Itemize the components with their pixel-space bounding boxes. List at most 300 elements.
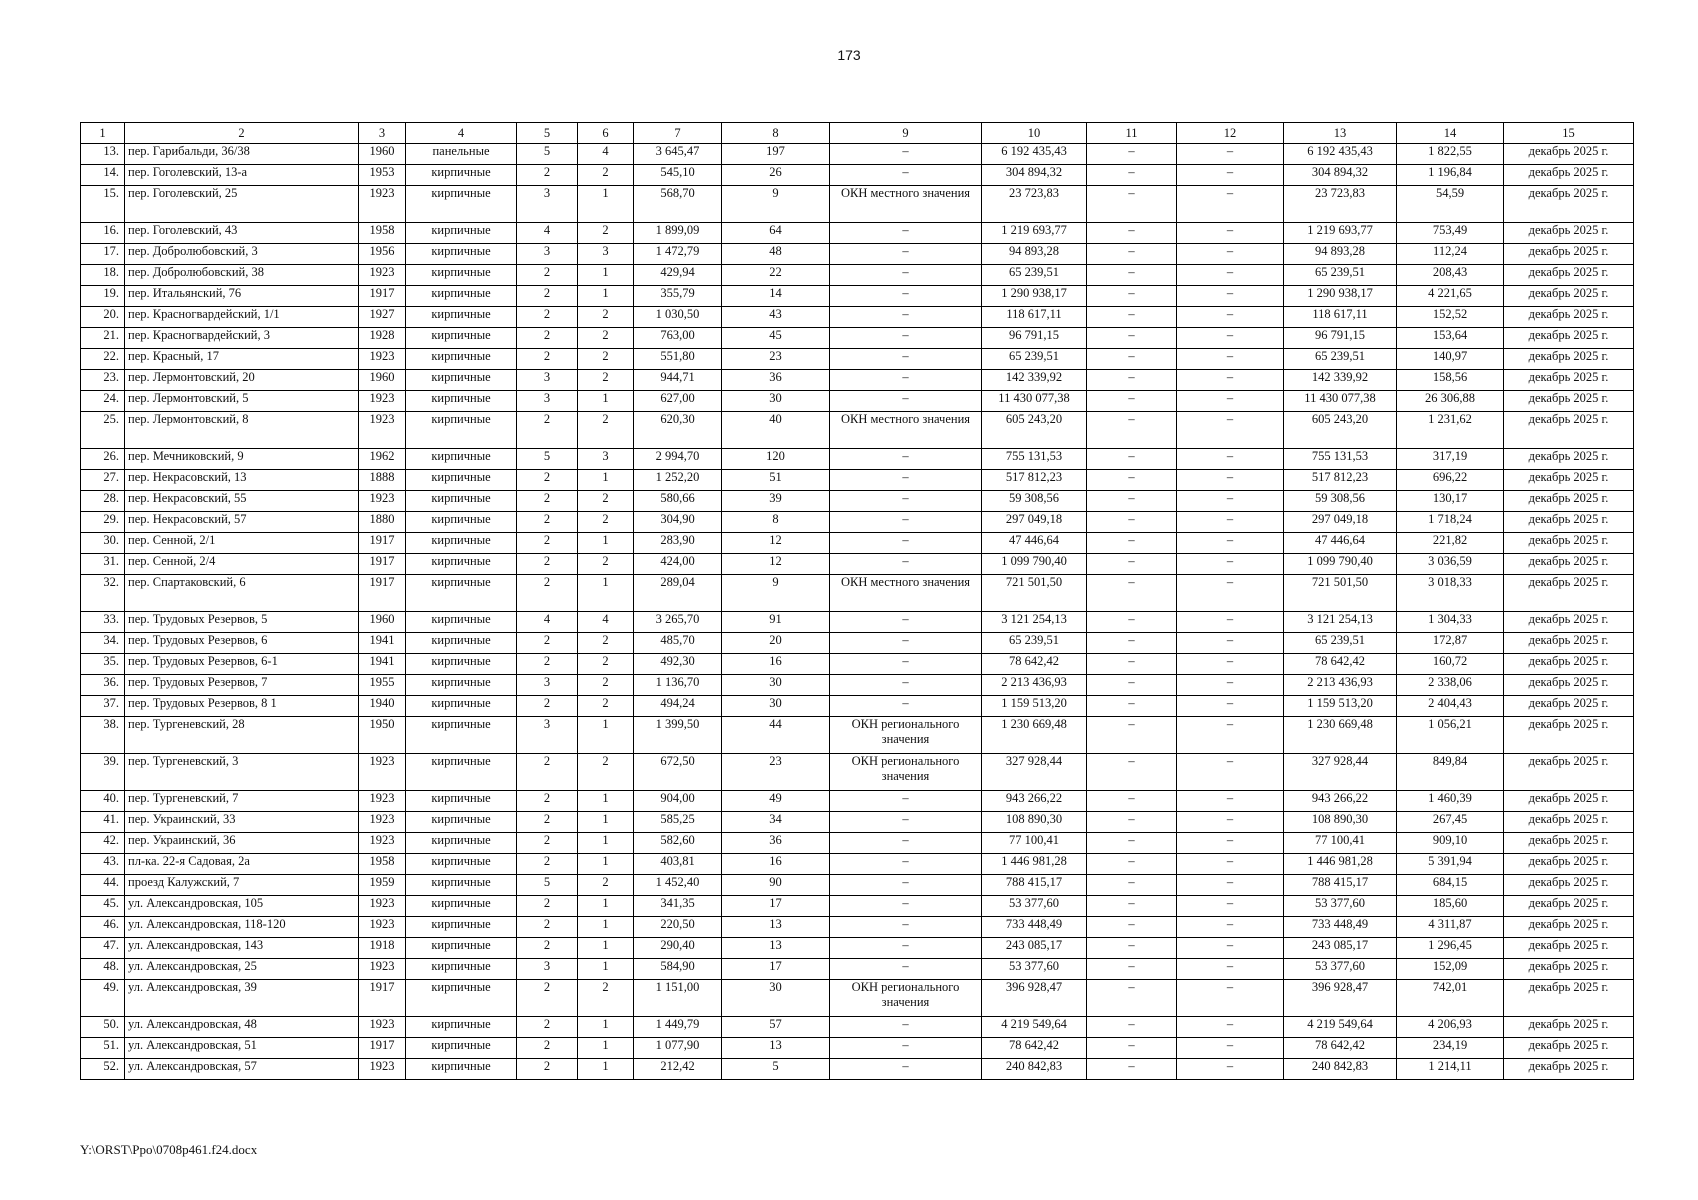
cell-heritage-status: ОКН регионального значения xyxy=(830,717,982,754)
cell-wall-material: кирпичные xyxy=(406,165,517,186)
cell-entrances: 1 xyxy=(578,833,634,854)
cell-total-cost: 1 446 981,28 xyxy=(982,854,1087,875)
cell-heritage-status: – xyxy=(830,265,982,286)
cell-residents: 36 xyxy=(722,370,830,391)
cell-heritage-status: – xyxy=(830,612,982,633)
cell-row-number: 42. xyxy=(81,833,125,854)
cell-residents: 26 xyxy=(722,165,830,186)
cell-row-number: 37. xyxy=(81,696,125,717)
cell-floors: 2 xyxy=(517,791,578,812)
table-row xyxy=(81,1059,1634,1080)
table-row xyxy=(81,1038,1634,1059)
cell-total-cost: 4 219 549,64 xyxy=(982,1017,1087,1038)
cell-col-12: – xyxy=(1177,896,1284,917)
cell-entrances: 2 xyxy=(578,554,634,575)
cell-cost-13: 65 239,51 xyxy=(1284,633,1397,654)
table-row xyxy=(81,696,1634,717)
table-row xyxy=(81,938,1634,959)
cell-heritage-status: – xyxy=(830,165,982,186)
cell-floors: 2 xyxy=(517,633,578,654)
cell-heritage-status: – xyxy=(830,1059,982,1080)
cell-total-cost: 1 099 790,40 xyxy=(982,554,1087,575)
cell-total-cost: 243 085,17 xyxy=(982,938,1087,959)
table-row xyxy=(81,575,1634,612)
cell-entrances: 1 xyxy=(578,1017,634,1038)
cell-total-cost: 733 448,49 xyxy=(982,917,1087,938)
cell-deadline: декабрь 2025 г. xyxy=(1504,244,1634,265)
cell-area: 1 449,79 xyxy=(634,1017,722,1038)
cell-col-12: – xyxy=(1177,675,1284,696)
cell-wall-material: кирпичные xyxy=(406,717,517,754)
cell-wall-material: кирпичные xyxy=(406,349,517,370)
cell-heritage-status: – xyxy=(830,391,982,412)
cell-floors: 5 xyxy=(517,144,578,165)
cell-entrances: 2 xyxy=(578,654,634,675)
cell-heritage-status: – xyxy=(830,349,982,370)
header-row xyxy=(81,123,1634,144)
cell-cost-per-unit: 753,49 xyxy=(1397,223,1504,244)
cell-heritage-status: – xyxy=(830,307,982,328)
cell-cost-per-unit: 849,84 xyxy=(1397,754,1504,791)
cell-total-cost: 77 100,41 xyxy=(982,833,1087,854)
cell-cost-13: 94 893,28 xyxy=(1284,244,1397,265)
cell-floors: 3 xyxy=(517,675,578,696)
cell-address: пер. Красный, 17 xyxy=(125,349,359,370)
cell-col-11: – xyxy=(1087,675,1177,696)
cell-heritage-status: – xyxy=(830,633,982,654)
cell-build-year: 1953 xyxy=(359,165,406,186)
cell-heritage-status: – xyxy=(830,875,982,896)
cell-cost-per-unit: 234,19 xyxy=(1397,1038,1504,1059)
cell-total-cost: 96 791,15 xyxy=(982,328,1087,349)
cell-floors: 5 xyxy=(517,875,578,896)
cell-deadline: декабрь 2025 г. xyxy=(1504,449,1634,470)
cell-build-year: 1917 xyxy=(359,554,406,575)
cell-deadline: декабрь 2025 г. xyxy=(1504,307,1634,328)
cell-cost-13: 1 219 693,77 xyxy=(1284,223,1397,244)
cell-area: 584,90 xyxy=(634,959,722,980)
cell-floors: 2 xyxy=(517,980,578,1017)
cell-address: пер. Некрасовский, 57 xyxy=(125,512,359,533)
table-row xyxy=(81,533,1634,554)
cell-wall-material: кирпичные xyxy=(406,754,517,791)
cell-col-11: – xyxy=(1087,144,1177,165)
column-header-6: 6 xyxy=(578,123,634,144)
cell-heritage-status: – xyxy=(830,370,982,391)
cell-floors: 2 xyxy=(517,1059,578,1080)
cell-wall-material: кирпичные xyxy=(406,470,517,491)
cell-col-12: – xyxy=(1177,349,1284,370)
cell-build-year: 1917 xyxy=(359,533,406,554)
table-row xyxy=(81,391,1634,412)
cell-residents: 39 xyxy=(722,491,830,512)
table-row xyxy=(81,633,1634,654)
cell-residents: 120 xyxy=(722,449,830,470)
cell-row-number: 35. xyxy=(81,654,125,675)
cell-col-12: – xyxy=(1177,307,1284,328)
cell-entrances: 1 xyxy=(578,854,634,875)
column-header-1: 1 xyxy=(81,123,125,144)
cell-wall-material: панельные xyxy=(406,144,517,165)
cell-row-number: 13. xyxy=(81,144,125,165)
cell-row-number: 21. xyxy=(81,328,125,349)
cell-build-year: 1958 xyxy=(359,854,406,875)
cell-cost-per-unit: 2 338,06 xyxy=(1397,675,1504,696)
cell-floors: 2 xyxy=(517,896,578,917)
cell-area: 672,50 xyxy=(634,754,722,791)
cell-col-11: – xyxy=(1087,370,1177,391)
table-row xyxy=(81,612,1634,633)
cell-area: 341,35 xyxy=(634,896,722,917)
cell-build-year: 1923 xyxy=(359,391,406,412)
cell-row-number: 52. xyxy=(81,1059,125,1080)
cell-cost-per-unit: 160,72 xyxy=(1397,654,1504,675)
cell-deadline: декабрь 2025 г. xyxy=(1504,554,1634,575)
cell-heritage-status: ОКН местного значения xyxy=(830,412,982,449)
cell-floors: 2 xyxy=(517,328,578,349)
cell-cost-13: 788 415,17 xyxy=(1284,875,1397,896)
cell-floors: 2 xyxy=(517,1017,578,1038)
cell-build-year: 1927 xyxy=(359,307,406,328)
cell-col-11: – xyxy=(1087,938,1177,959)
cell-col-11: – xyxy=(1087,512,1177,533)
cell-address: пл-ка. 22-я Садовая, 2а xyxy=(125,854,359,875)
cell-area: 492,30 xyxy=(634,654,722,675)
cell-floors: 5 xyxy=(517,449,578,470)
cell-address: ул. Александровская, 118-120 xyxy=(125,917,359,938)
cell-build-year: 1923 xyxy=(359,896,406,917)
cell-residents: 9 xyxy=(722,186,830,223)
cell-area: 212,42 xyxy=(634,1059,722,1080)
cell-total-cost: 721 501,50 xyxy=(982,575,1087,612)
cell-col-11: – xyxy=(1087,754,1177,791)
cell-heritage-status: – xyxy=(830,470,982,491)
cell-cost-per-unit: 1 460,39 xyxy=(1397,791,1504,812)
table-row xyxy=(81,654,1634,675)
cell-cost-13: 2 213 436,93 xyxy=(1284,675,1397,696)
cell-cost-per-unit: 1 056,21 xyxy=(1397,717,1504,754)
cell-row-number: 29. xyxy=(81,512,125,533)
cell-deadline: декабрь 2025 г. xyxy=(1504,959,1634,980)
cell-floors: 2 xyxy=(517,938,578,959)
cell-heritage-status: – xyxy=(830,833,982,854)
cell-heritage-status: – xyxy=(830,328,982,349)
cell-row-number: 38. xyxy=(81,717,125,754)
cell-area: 1 077,90 xyxy=(634,1038,722,1059)
cell-residents: 12 xyxy=(722,554,830,575)
cell-cost-13: 304 894,32 xyxy=(1284,165,1397,186)
cell-wall-material: кирпичные xyxy=(406,938,517,959)
cell-row-number: 18. xyxy=(81,265,125,286)
cell-area: 1 472,79 xyxy=(634,244,722,265)
cell-cost-13: 755 131,53 xyxy=(1284,449,1397,470)
cell-total-cost: 118 617,11 xyxy=(982,307,1087,328)
cell-floors: 3 xyxy=(517,244,578,265)
cell-col-12: – xyxy=(1177,1038,1284,1059)
cell-total-cost: 108 890,30 xyxy=(982,812,1087,833)
cell-col-12: – xyxy=(1177,533,1284,554)
cell-wall-material: кирпичные xyxy=(406,896,517,917)
cell-deadline: декабрь 2025 г. xyxy=(1504,675,1634,696)
cell-deadline: декабрь 2025 г. xyxy=(1504,896,1634,917)
table-row xyxy=(81,896,1634,917)
cell-wall-material: кирпичные xyxy=(406,675,517,696)
cell-build-year: 1918 xyxy=(359,938,406,959)
cell-row-number: 51. xyxy=(81,1038,125,1059)
cell-cost-13: 78 642,42 xyxy=(1284,1038,1397,1059)
cell-area: 1 151,00 xyxy=(634,980,722,1017)
cell-address: пер. Трудовых Резервов, 6 xyxy=(125,633,359,654)
cell-cost-per-unit: 152,52 xyxy=(1397,307,1504,328)
cell-build-year: 1923 xyxy=(359,754,406,791)
cell-residents: 16 xyxy=(722,854,830,875)
cell-wall-material: кирпичные xyxy=(406,959,517,980)
cell-floors: 2 xyxy=(517,575,578,612)
page-number: 173 xyxy=(837,47,861,63)
cell-cost-per-unit: 1 214,11 xyxy=(1397,1059,1504,1080)
cell-address: пер. Гарибальди, 36/38 xyxy=(125,144,359,165)
cell-row-number: 30. xyxy=(81,533,125,554)
cell-entrances: 1 xyxy=(578,917,634,938)
cell-build-year: 1958 xyxy=(359,223,406,244)
cell-address: ул. Александровская, 143 xyxy=(125,938,359,959)
cell-cost-per-unit: 3 018,33 xyxy=(1397,575,1504,612)
cell-deadline: декабрь 2025 г. xyxy=(1504,286,1634,307)
cell-build-year: 1917 xyxy=(359,1038,406,1059)
table-row xyxy=(81,370,1634,391)
cell-col-12: – xyxy=(1177,144,1284,165)
cell-address: пер. Украинский, 36 xyxy=(125,833,359,854)
cell-col-12: – xyxy=(1177,244,1284,265)
cell-area: 585,25 xyxy=(634,812,722,833)
cell-col-11: – xyxy=(1087,1017,1177,1038)
cell-wall-material: кирпичные xyxy=(406,491,517,512)
cell-deadline: декабрь 2025 г. xyxy=(1504,833,1634,854)
cell-total-cost: 396 928,47 xyxy=(982,980,1087,1017)
cell-wall-material: кирпичные xyxy=(406,696,517,717)
cell-address: пер. Лермонтовский, 5 xyxy=(125,391,359,412)
cell-cost-per-unit: 1 718,24 xyxy=(1397,512,1504,533)
cell-floors: 2 xyxy=(517,812,578,833)
cell-cost-per-unit: 4 311,87 xyxy=(1397,917,1504,938)
cell-row-number: 47. xyxy=(81,938,125,959)
cell-col-11: – xyxy=(1087,696,1177,717)
cell-col-11: – xyxy=(1087,833,1177,854)
cell-floors: 2 xyxy=(517,165,578,186)
cell-entrances: 4 xyxy=(578,144,634,165)
cell-row-number: 39. xyxy=(81,754,125,791)
footer-file-path: Y:\ORST\Ppo\0708p461.f24.docx xyxy=(80,1142,258,1157)
cell-col-11: – xyxy=(1087,349,1177,370)
cell-cost-per-unit: 112,24 xyxy=(1397,244,1504,265)
cell-total-cost: 6 192 435,43 xyxy=(982,144,1087,165)
cell-area: 904,00 xyxy=(634,791,722,812)
cell-col-11: – xyxy=(1087,791,1177,812)
cell-heritage-status: – xyxy=(830,286,982,307)
cell-entrances: 2 xyxy=(578,165,634,186)
cell-total-cost: 605 243,20 xyxy=(982,412,1087,449)
cell-row-number: 23. xyxy=(81,370,125,391)
cell-row-number: 46. xyxy=(81,917,125,938)
cell-cost-per-unit: 54,59 xyxy=(1397,186,1504,223)
cell-residents: 44 xyxy=(722,717,830,754)
cell-row-number: 22. xyxy=(81,349,125,370)
cell-cost-per-unit: 317,19 xyxy=(1397,449,1504,470)
cell-total-cost: 943 266,22 xyxy=(982,791,1087,812)
cell-area: 429,94 xyxy=(634,265,722,286)
cell-col-12: – xyxy=(1177,449,1284,470)
cell-total-cost: 94 893,28 xyxy=(982,244,1087,265)
cell-floors: 2 xyxy=(517,554,578,575)
column-header-13: 13 xyxy=(1284,123,1397,144)
cell-floors: 2 xyxy=(517,533,578,554)
table-header xyxy=(81,123,1634,144)
cell-address: проезд Калужский, 7 xyxy=(125,875,359,896)
column-header-3: 3 xyxy=(359,123,406,144)
cell-row-number: 48. xyxy=(81,959,125,980)
cell-col-11: – xyxy=(1087,717,1177,754)
cell-residents: 49 xyxy=(722,791,830,812)
cell-wall-material: кирпичные xyxy=(406,244,517,265)
cell-heritage-status: ОКН регионального значения xyxy=(830,980,982,1017)
cell-address: ул. Александровская, 105 xyxy=(125,896,359,917)
cell-heritage-status: – xyxy=(830,654,982,675)
cell-entrances: 2 xyxy=(578,307,634,328)
cell-total-cost: 65 239,51 xyxy=(982,633,1087,654)
cell-cost-per-unit: 1 231,62 xyxy=(1397,412,1504,449)
cell-col-12: – xyxy=(1177,1059,1284,1080)
cell-residents: 13 xyxy=(722,917,830,938)
cell-row-number: 32. xyxy=(81,575,125,612)
cell-row-number: 16. xyxy=(81,223,125,244)
cell-entrances: 3 xyxy=(578,244,634,265)
cell-total-cost: 517 812,23 xyxy=(982,470,1087,491)
cell-heritage-status: – xyxy=(830,812,982,833)
cell-col-11: – xyxy=(1087,896,1177,917)
cell-deadline: декабрь 2025 г. xyxy=(1504,512,1634,533)
cell-cost-per-unit: 2 404,43 xyxy=(1397,696,1504,717)
cell-col-11: – xyxy=(1087,980,1177,1017)
cell-residents: 12 xyxy=(722,533,830,554)
cell-deadline: декабрь 2025 г. xyxy=(1504,812,1634,833)
cell-address: пер. Спартаковский, 6 xyxy=(125,575,359,612)
column-header-11: 11 xyxy=(1087,123,1177,144)
table-body xyxy=(81,144,1634,1080)
cell-wall-material: кирпичные xyxy=(406,612,517,633)
table-row xyxy=(81,854,1634,875)
cell-deadline: декабрь 2025 г. xyxy=(1504,533,1634,554)
cell-cost-13: 6 192 435,43 xyxy=(1284,144,1397,165)
cell-wall-material: кирпичные xyxy=(406,980,517,1017)
cell-cost-per-unit: 4 206,93 xyxy=(1397,1017,1504,1038)
cell-cost-per-unit: 152,09 xyxy=(1397,959,1504,980)
cell-area: 283,90 xyxy=(634,533,722,554)
cell-deadline: декабрь 2025 г. xyxy=(1504,875,1634,896)
cell-entrances: 2 xyxy=(578,491,634,512)
cell-area: 1 452,40 xyxy=(634,875,722,896)
cell-cost-per-unit: 3 036,59 xyxy=(1397,554,1504,575)
cell-build-year: 1940 xyxy=(359,696,406,717)
cell-cost-13: 1 159 513,20 xyxy=(1284,696,1397,717)
cell-area: 551,80 xyxy=(634,349,722,370)
cell-address: пер. Украинский, 33 xyxy=(125,812,359,833)
cell-deadline: декабрь 2025 г. xyxy=(1504,696,1634,717)
cell-floors: 2 xyxy=(517,696,578,717)
cell-wall-material: кирпичные xyxy=(406,370,517,391)
cell-deadline: декабрь 2025 г. xyxy=(1504,370,1634,391)
cell-address: пер. Тургеневский, 28 xyxy=(125,717,359,754)
cell-heritage-status: – xyxy=(830,244,982,265)
cell-cost-13: 1 290 938,17 xyxy=(1284,286,1397,307)
cell-col-11: – xyxy=(1087,391,1177,412)
cell-area: 2 994,70 xyxy=(634,449,722,470)
cell-wall-material: кирпичные xyxy=(406,449,517,470)
cell-col-12: – xyxy=(1177,980,1284,1017)
cell-entrances: 1 xyxy=(578,717,634,754)
cell-area: 304,90 xyxy=(634,512,722,533)
cell-col-11: – xyxy=(1087,654,1177,675)
cell-floors: 2 xyxy=(517,286,578,307)
cell-address: ул. Александровская, 39 xyxy=(125,980,359,1017)
cell-col-12: – xyxy=(1177,854,1284,875)
cell-total-cost: 23 723,83 xyxy=(982,186,1087,223)
table-row xyxy=(81,754,1634,791)
cell-wall-material: кирпичные xyxy=(406,875,517,896)
cell-entrances: 2 xyxy=(578,223,634,244)
cell-area: 3 645,47 xyxy=(634,144,722,165)
cell-address: пер. Лермонтовский, 20 xyxy=(125,370,359,391)
cell-cost-per-unit: 130,17 xyxy=(1397,491,1504,512)
cell-wall-material: кирпичные xyxy=(406,328,517,349)
cell-wall-material: кирпичные xyxy=(406,854,517,875)
cell-build-year: 1962 xyxy=(359,449,406,470)
cell-address: пер. Некрасовский, 13 xyxy=(125,470,359,491)
cell-col-12: – xyxy=(1177,917,1284,938)
cell-residents: 30 xyxy=(722,675,830,696)
cell-address: пер. Тургеневский, 3 xyxy=(125,754,359,791)
table-row xyxy=(81,165,1634,186)
cell-heritage-status: – xyxy=(830,449,982,470)
cell-residents: 34 xyxy=(722,812,830,833)
cell-cost-13: 23 723,83 xyxy=(1284,186,1397,223)
cell-address: пер. Добролюбовский, 3 xyxy=(125,244,359,265)
cell-floors: 2 xyxy=(517,512,578,533)
cell-col-11: – xyxy=(1087,244,1177,265)
cell-cost-13: 1 230 669,48 xyxy=(1284,717,1397,754)
cell-row-number: 45. xyxy=(81,896,125,917)
cell-residents: 48 xyxy=(722,244,830,265)
cell-floors: 2 xyxy=(517,854,578,875)
table-row xyxy=(81,554,1634,575)
cell-total-cost: 2 213 436,93 xyxy=(982,675,1087,696)
cell-deadline: декабрь 2025 г. xyxy=(1504,654,1634,675)
cell-col-11: – xyxy=(1087,875,1177,896)
cell-cost-per-unit: 158,56 xyxy=(1397,370,1504,391)
cell-wall-material: кирпичные xyxy=(406,1059,517,1080)
cell-heritage-status: – xyxy=(830,1038,982,1059)
cell-build-year: 1923 xyxy=(359,265,406,286)
cell-col-11: – xyxy=(1087,286,1177,307)
cell-heritage-status: – xyxy=(830,854,982,875)
cell-cost-13: 11 430 077,38 xyxy=(1284,391,1397,412)
cell-heritage-status: – xyxy=(830,554,982,575)
cell-build-year: 1923 xyxy=(359,959,406,980)
cell-area: 568,70 xyxy=(634,186,722,223)
cell-build-year: 1956 xyxy=(359,244,406,265)
cell-row-number: 43. xyxy=(81,854,125,875)
cell-cost-13: 297 049,18 xyxy=(1284,512,1397,533)
cell-row-number: 44. xyxy=(81,875,125,896)
